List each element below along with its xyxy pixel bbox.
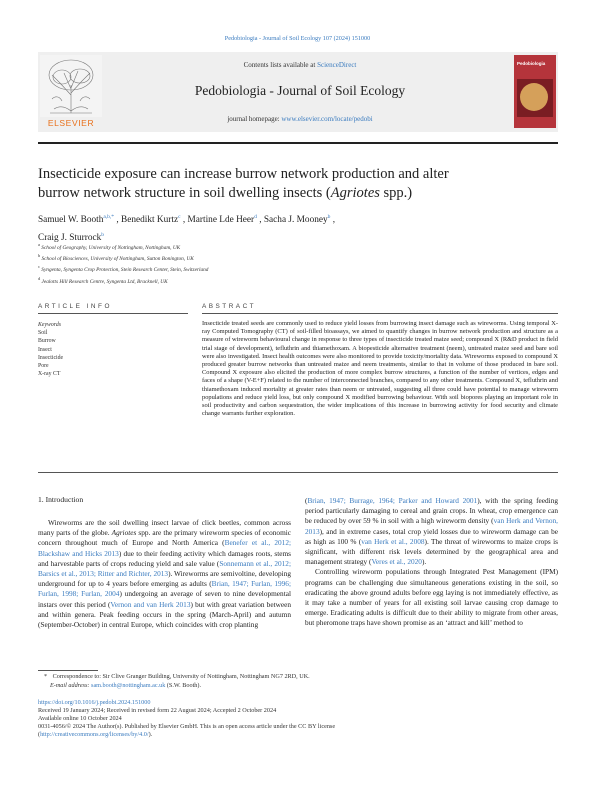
citation-link[interactable]: van Herk and Vernon, 2013	[305, 516, 558, 536]
sciencedirect-link[interactable]: ScienceDirect	[317, 61, 357, 69]
journal-title: Pedobiologia - Journal of Soil Ecology	[194, 83, 406, 98]
citation-link[interactable]: Vernon and van Herk 2013	[110, 599, 191, 609]
keyword-item: Pore	[38, 363, 49, 370]
journal-reference[interactable]: Pedobiologia - Journal of Soil Ecology 107 (2024) 151000	[224, 35, 371, 42]
footnote-rule	[38, 670, 98, 671]
cover-title: Pedobiologia	[517, 61, 546, 66]
email-link[interactable]: sam.booth@nottingham.ac.uk	[91, 682, 166, 689]
available-online: Available online 10 October 2024	[38, 715, 122, 722]
citation-link[interactable]: Brian, 1947; Burrage, 1964; Parker and Howard 2001	[307, 496, 478, 505]
intro-paragraph: Controlling wireworm populations through Integrated Pest Management (IPM) programs can be challenging due simultaneous generations existing in the soil, so eradicating the above ground adults before egg laying is not immediately effective, as it may take a number of years for all existing soil larvae causing crop damage to emerge. Eradicating adults is difficult due to their ability to migrate from other areas, but pheromone traps have shown promise as an ‘attract and kill’ method to	[305, 567, 558, 628]
article-info-heading: ARTICLE INFO	[38, 303, 112, 310]
intro-paragraph: (Brian, 1947; Burrage, 1964; Parker and Howard 2001), with the spring feeding period particularly damaging to cereal and grain crops. In wheat, crop emergence can be reduced by over 59 % in soil with a high wireworm density (van Herk and Vernon, 2013), and in extreme cases, total crop yield losses due to wireworm damage can be as high as 100 % (van Herk et al., 2008). The threat of wireworms to maize crops is significant, with different risk levels determined by the geographical area and management strategy (Veres et al., 2020).	[305, 496, 558, 567]
license-link-line: (http://creativecommons.org/licenses/by/4.0/).	[38, 731, 153, 738]
doi-link[interactable]: https://doi.org/10.1016/j.pedobi.2024.151000	[38, 699, 151, 706]
abstract-bottom-rule	[38, 472, 558, 473]
keywords-label: Keywords	[38, 322, 61, 328]
author-name: Sacha J. Mooney	[263, 215, 328, 226]
abstract-text: Insecticide treated seeds are commonly used to reduce yield losses from burrowing insect damage such as wireworms. Using temporal X-ray Computed Tomography (CT) of soil-filled bioassays, we aimed to quantify changes in burrow network production and structure as a measure of wireworm behavioural change in response to three types of insecticide treated maize seed; compound X (R&D product in field trial stage of development), tefluthrin and thiamethoxam. A biopesticide alternative treatment (neem), untreated maize seed and bare soil were also investigated. Insect health outcomes were also monitored to provide toxicity/mortality data. Wireworms exposed to compound X produced greater burrow networks than untreated maize and neem treatments, similar to that in volume of those produced in bare soil. Compound X exposure also elicited the production of more complex burrow structures, a function of the number of vertices, edges and faces of a shape (V-E+F) related to the number of interconnected branches, compared to any other treatments. Compound X, tefluthrin and thiamethoxam induced mortality at greater rates than neem or untreated, suggesting all three could have potential to manage wireworm populations and reduce yield loss, but only compound X modified burrowing behaviour. With soil biopores playing an important role in soil productivity and carbon sequestration, the wider implications of this increase in burrowing activity for food security and climate change warrants further exploration.	[202, 320, 558, 418]
article-info-rule	[38, 313, 188, 314]
author-name: Craig J. Sturrock	[38, 233, 102, 244]
citation-link[interactable]: Benefer et al., 2012; Blackshaw and Hicks 2013	[38, 538, 291, 558]
header-rule	[38, 142, 558, 144]
author-separator: ,	[256, 215, 264, 226]
email-footnote	[50, 682, 201, 689]
license-link[interactable]: http://creativecommons.org/licenses/by/4.0/	[40, 731, 149, 738]
author-separator: ,	[180, 215, 188, 226]
homepage-link[interactable]: www.elsevier.com/locate/pedobi	[281, 115, 373, 123]
author-affiliation-marker[interactable]: a,b,*	[103, 214, 115, 220]
article-title	[38, 165, 558, 203]
introduction-heading: 1. Introduction	[38, 495, 84, 504]
footnote-text: Correspondence to: Sir Clive Granger Building, University of Nottingham, Nottingham NG7 2RD, UK.	[52, 673, 310, 680]
citation-link[interactable]: van Herk et al., 2008	[361, 536, 425, 546]
elsevier-tree-logo	[40, 55, 102, 117]
publisher-name: ELSEVIER	[47, 118, 95, 128]
keyword-item: Insect	[38, 346, 52, 353]
citation-link[interactable]: Veres et al., 2020	[371, 557, 422, 567]
author-affiliation-marker[interactable]: c	[178, 214, 181, 220]
title-line-1: Insecticide exposure can increase burrow network production and alter	[38, 166, 449, 182]
license-line: 0031-4056/© 2024 The Author(s). Published by Elsevier GmbH. This is an open access article under the CC BY license	[38, 723, 336, 730]
email-label: E-mail address:	[50, 682, 92, 689]
author-separator: ,	[330, 215, 336, 226]
affiliation-list	[38, 241, 558, 286]
intro-paragraph: Wireworms are the soil dwelling insect larvae of click beetles, common across many parts of the globe. Agriotes spp. are the primary wireworm species of economic concern throughout much of Europe and North America (Benefer et al., 2012; Blackshaw and Hicks 2013) due to their feeding activity which damages roots, stems and harvestable parts of crops reducing yield and sale value (Sonnemann et al., 2012; Barsics et al., 2013; Ritter and Richter, 2013). Wireworms are semivoltine, developing underground for up to 4 years before emerging as adults (Brian, 1947; Furlan, 1996; Furlan, 1998; Furlan, 2004) undergoing an average of seven to nine developmental instars over this period (Vernon and van Herk 2013) but with great variation between and within genera. Peak feeding occurs in the spring (March-April) and autumn (September-October) in central Europe, which coincides with crop planting	[38, 518, 292, 630]
intro-right-column	[305, 496, 558, 629]
affiliation-item: $^c$ Syngenta, Syngenta Crop Protection, Stein Research Center, Stein, Switzerland	[38, 264, 209, 274]
keyword-item: Soil	[38, 330, 48, 337]
affiliation-item: $^d$ Jealotts Hill Research Centre, Syngenta Ltd, Bracknell, UK	[38, 275, 168, 285]
keywords-block	[38, 321, 63, 378]
homepage-line	[100, 115, 500, 123]
citation-link[interactable]: Brian, 1947; Furlan, 1996; Furlan, 1998; Furlan, 2004	[38, 579, 291, 599]
author-name: Samuel W. Booth	[38, 215, 104, 226]
author-separator: ,	[114, 215, 122, 226]
contents-line	[100, 61, 500, 69]
footnote-marker: *	[44, 673, 48, 680]
homepage-prefix: journal homepage:	[227, 115, 282, 123]
keyword-item: Insecticide	[38, 354, 64, 361]
citation-link[interactable]: Sonnemann et al., 2012; Barsics et al., 2013; Ritter and Richter, 2013	[38, 558, 291, 579]
abstract-heading: ABSTRACT	[202, 303, 257, 310]
received-dates: Received 19 January 2024; Received in revised form 22 August 2024; Accepted 2 October 2024	[38, 707, 277, 714]
author-affiliation-marker[interactable]: b	[101, 232, 105, 239]
email-suffix: (S.W. Booth).	[165, 682, 201, 689]
contents-prefix: Contents lists available at	[243, 61, 318, 69]
author-name: Martine Lde Heer	[187, 215, 255, 226]
affiliation-item: $^a$ School of Geography, University of Nottingham, Nottingham, UK	[38, 242, 181, 251]
article-footer	[38, 699, 558, 739]
author-name: Benedikt Kurtz	[121, 215, 179, 226]
keyword-item: X-ray CT	[38, 371, 61, 378]
cover-image-circle	[520, 83, 548, 111]
affiliation-item: $^b$ School of Biosciences, University of Nottingham, Sutton Bonington, UK	[38, 253, 194, 262]
journal-cover-thumbnail	[514, 55, 556, 128]
intro-left-column	[38, 518, 291, 630]
abstract-rule	[202, 313, 558, 314]
keyword-item: Burrow	[38, 338, 56, 345]
author-affiliation-marker[interactable]: d	[254, 214, 257, 220]
correspondence-footnote	[38, 673, 310, 680]
author-affiliation-marker[interactable]: b	[327, 214, 331, 220]
title-line-2: burrow network structure in soil dwelling insects (Agriotes spp.)	[38, 185, 413, 201]
